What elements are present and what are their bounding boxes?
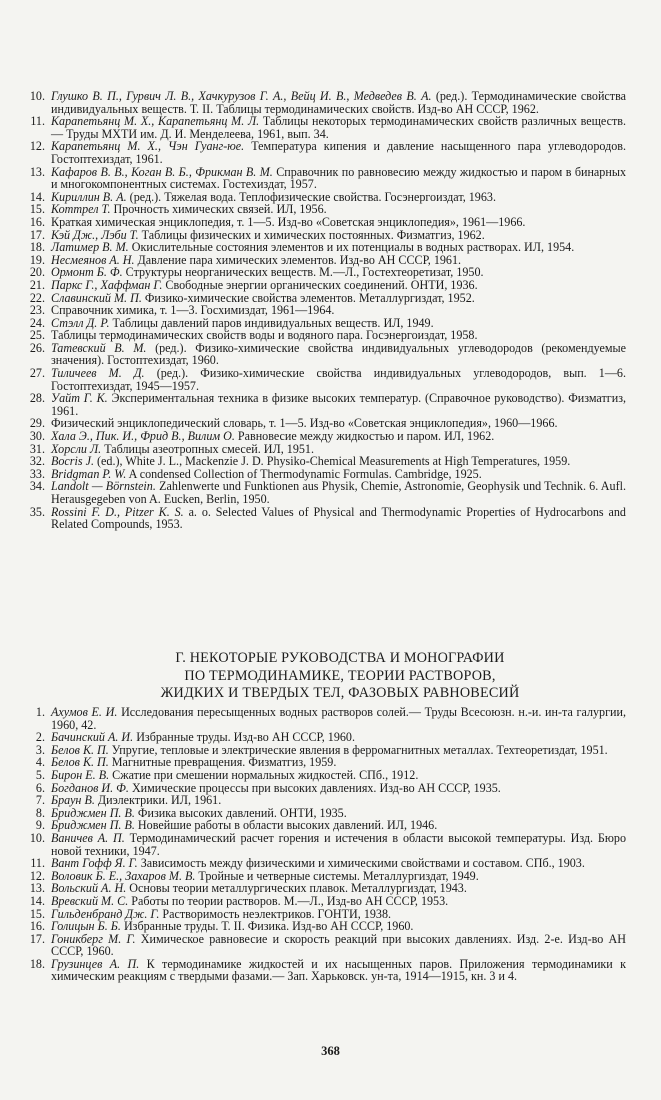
reference-number: 12. — [29, 868, 45, 883]
reference-number: 18. — [29, 956, 45, 971]
reference-body: (ред.). Термодинамические свойства индивидуальных веществ. Т. II. Таблицы термодинамических свойств. Изд-во АН СССР, 1962. — [51, 89, 627, 116]
reference-body: Физика высоких давлений. ОНТИ, 1935. — [134, 805, 347, 820]
reference-body: Упругие, тепловые и электрические явления в ферромагнитных металлах. Техтеоретиздат, 1951. — [108, 742, 608, 757]
reference-authors: Хала Э., Пик. И., Фрид В., Вилим О. — [51, 429, 235, 444]
reference-number: 1. — [35, 705, 45, 719]
reference-number: 8. — [35, 805, 45, 820]
reference-number: 31. — [29, 441, 45, 456]
reference-body: Сжатие при смешении нормальных жидкостей. СПб., 1912. — [109, 767, 419, 782]
reference-text — [51, 140, 626, 165]
reference-authors: Латимер В. М. — [51, 240, 129, 255]
reference-body: Таблицы давлений паров индивидуальных веществ. ИЛ, 1949. — [109, 315, 434, 330]
reference-number: 27. — [29, 366, 45, 381]
reference-authors: Татевский В. М. — [51, 340, 147, 355]
reference-number: 15. — [29, 202, 45, 217]
reference-authors: Кэй Дж., Лэби Т. — [51, 227, 139, 242]
reference-text — [51, 392, 626, 417]
reference-entry — [26, 392, 626, 417]
reference-authors: Хорсли Л. — [51, 441, 102, 456]
reference-entry — [26, 140, 626, 165]
reference-authors: Бирон Е. В. — [51, 767, 110, 782]
reference-body: Зависимость между физическими и химическими свойствами и составом. СПб., 1903. — [137, 856, 585, 871]
reference-body: Таблицы некоторых термодинамических свойств различных веществ.— Труды МХТИ им. Д. И. Менделеева, 1961, вып. 34. — [51, 114, 626, 141]
reference-number: 32. — [29, 454, 45, 469]
reference-number: 23. — [29, 303, 45, 318]
reference-number: 16. — [29, 919, 45, 934]
reference-authors: Грузинцев А. П. — [51, 956, 140, 971]
reference-body: Справочник химика, т. 1—3. Госхимиздат, 1961—1964. — [51, 303, 335, 318]
reference-body: К термодинамике жидкостей и их насыщенных паров. Приложения термодинамики к химическим реакциям с твердыми фазами.— Зап. Харьковск. ун-та, 1914—1915, кн. 3 и 4. — [51, 956, 626, 984]
reference-authors: Воловик Б. Е., Захаров М. В. — [51, 868, 196, 883]
reference-body: Таблицы термодинамических свойств воды и водяного пара. Госэнергоиздат, 1958. — [51, 328, 478, 343]
reference-text — [51, 506, 626, 531]
reference-body: Диэлектрики. ИЛ, 1961. — [94, 793, 222, 808]
reference-authors: Бачинский А. И. — [51, 730, 134, 745]
reference-number: 4. — [35, 755, 45, 770]
reference-number: 26. — [29, 340, 45, 355]
reference-entry — [26, 933, 626, 958]
reference-body: A condensed Collection of Thermodynamic Formulas. Cambridge, 1925. — [126, 466, 482, 481]
reference-number: 14. — [29, 189, 45, 204]
reference-authors: Ормонт Б. Ф. — [51, 265, 123, 280]
reference-authors: Бриджмен П. В. — [51, 818, 135, 833]
reference-number: 13. — [29, 881, 45, 896]
reference-number: 11. — [30, 114, 45, 129]
reference-authors: Белов К. П. — [51, 742, 109, 757]
reference-body: Растворимость неэлектриков. ГОНТИ, 1938. — [159, 906, 392, 921]
reference-authors: Ахумов Е. И. — [51, 705, 118, 719]
reference-authors: Карапетьянц М. Х., Чэн Гуанг-юе. — [51, 139, 245, 154]
reference-number: 18. — [29, 240, 45, 255]
reference-entry — [26, 480, 626, 505]
reference-body: Краткая химическая энциклопедия, т. 1—5. Изд-во «Советская энциклопедия», 1961—1966. — [51, 214, 526, 229]
reference-authors: Стэлл Д. Р. — [51, 315, 110, 330]
reference-body: Избранные труды. Изд-во АН СССР, 1960. — [133, 730, 355, 745]
reference-authors: Коттрел Т. — [51, 202, 111, 217]
reference-authors: Богданов И. Ф. — [51, 780, 129, 795]
reference-number: 12. — [29, 139, 45, 154]
reference-text — [51, 480, 626, 505]
reference-text — [51, 115, 626, 140]
reference-authors: Браун В. — [51, 793, 95, 808]
reference-body: Химические процессы при высоких давлениях. Изд-во АН СССР, 1935. — [128, 780, 501, 795]
reference-entry — [26, 506, 626, 531]
reference-body: Свободные энергии органических соединений. ОНТИ, 1936. — [162, 277, 478, 292]
reference-body: Основы теории металлургических плавок. Металлургиздат, 1943. — [126, 881, 467, 896]
reference-number: 5. — [35, 767, 45, 782]
reference-body: Магнитные превращения. Физматгиз, 1959. — [108, 755, 337, 770]
reference-entry — [26, 367, 626, 392]
reference-number: 33. — [29, 466, 45, 481]
reference-number: 2. — [35, 730, 45, 745]
reference-text — [51, 367, 626, 392]
reference-number: 25. — [29, 328, 45, 343]
reference-text — [51, 706, 626, 731]
reference-authors: Гильденбранд Дж. Г. — [51, 906, 160, 921]
reference-authors: Ваничев А. П. — [51, 830, 125, 845]
reference-entry — [26, 832, 626, 857]
reference-authors: Паркс Г., Хаффман Г. — [51, 277, 163, 292]
reference-body: Тройные и четверные системы. Металлургиздат, 1949. — [195, 868, 479, 883]
reference-body: Справочник по равновесию между жидкостью и паром в бинарных и многокомпонентных системах. Гостехиздат, 1957. — [51, 164, 626, 192]
reference-authors: Rossini F. D., Pitzer K. S. — [51, 504, 184, 519]
reference-number: 17. — [29, 227, 45, 242]
reference-text — [51, 166, 626, 191]
reference-authors: Глушко В. П., Гурвич Л. В., Хачкурузов Г. А., Вейц И. В., Медведев В. А. — [51, 89, 432, 103]
reference-authors: Бриджмен П. В. — [51, 805, 135, 820]
reference-body: a. o. Selected Values of Physical and Thermodynamic Properties of Hydrocarbons and Related Compounds, 1953. — [51, 504, 626, 532]
reference-number: 6. — [35, 780, 45, 795]
reference-body: Экспериментальная техника в физике высоких температур. (Справочное руководство). Физматгиз, 1961. — [51, 391, 626, 418]
reference-number: 10. — [29, 830, 45, 845]
reference-body: Физико-химические свойства элементов. Металлургиздат, 1952. — [141, 290, 475, 305]
reference-body: Таблицы физических и химических постоянных. Физматгиз, 1962. — [138, 227, 485, 242]
reference-authors: Карапетьянц М. Х., Карапетьянц М. Л. — [51, 114, 260, 129]
reference-text — [51, 342, 626, 367]
page-number: 368 — [321, 1044, 340, 1058]
reference-text — [51, 933, 626, 958]
reference-number: 35. — [29, 504, 45, 519]
reference-entry — [26, 166, 626, 191]
reference-entry — [26, 90, 626, 115]
reference-number: 9. — [35, 818, 45, 833]
reference-text — [51, 958, 626, 983]
reference-authors: Landolt — Börnstein. — [51, 479, 156, 494]
reference-number: 22. — [29, 290, 45, 305]
reference-text — [51, 90, 626, 115]
reference-body: (ed.), White J. L., Mackenzie J. D. Physiko-Chemical Measurements at High Temperatures, 1959. — [94, 454, 571, 469]
reference-number: 13. — [29, 164, 45, 179]
reference-authors: Bocris J. — [51, 454, 94, 469]
reference-text — [51, 832, 626, 857]
reference-number: 28. — [29, 391, 45, 406]
reference-body: (ред.). Физико-химические свойства индивидуальных углеводородов, вып. 1—6. Гостоптехиздат, 1945—1957. — [51, 366, 627, 393]
reference-entry — [26, 958, 626, 983]
reference-entry — [26, 342, 626, 367]
reference-number: 29. — [29, 416, 45, 431]
reference-entry — [26, 706, 626, 731]
reference-body: Термодинамический расчет горения и истечения в области высокой температуры. Изд. Бюро новой техники, 1947. — [51, 830, 626, 858]
reference-number: 21. — [29, 277, 45, 292]
reference-body: Избранные труды. Т. II. Физика. Изд-во АН СССР, 1960. — [120, 919, 414, 934]
reference-body: Работы по теории растворов. М.—Л., Изд-во АН СССР, 1953. — [128, 893, 449, 908]
reference-body: Температура кипения и давление насыщенного пара углеводородов. Гостоптехиздат, 1961. — [51, 139, 626, 166]
reference-body: Физический энциклопедический словарь, т. 1—5. Изд-во «Советская энциклопедия», 1960—1966. — [51, 416, 558, 431]
reference-body: Прочность химических связей. ИЛ, 1956. — [110, 202, 327, 217]
reference-number: 16. — [29, 214, 45, 229]
reference-body: Структуры неорганических веществ. М.—Л., Гостехтеоретизат, 1950. — [122, 265, 484, 280]
reference-body: Zahlenwerte und Funktionen aus Physik, Chemie, Astronomie, Geophysik und Technik. 6. Aufl. Herausgegeben von A. Eucken, Berlin, 1950. — [51, 479, 626, 506]
reference-list-monographs — [26, 706, 626, 983]
reference-authors: Гоникберг М. Г. — [51, 931, 136, 946]
reference-authors: Тиличеев М. Д. — [51, 366, 145, 381]
reference-list-continued — [26, 90, 626, 531]
reference-body: Давление пара химических элементов. Изд-во АН СССР, 1961. — [134, 252, 462, 267]
reference-number: 17. — [29, 931, 45, 946]
reference-number: 34. — [29, 479, 45, 494]
reference-authors: Уайт Г. К. — [51, 391, 108, 406]
reference-authors: Bridgman P. W. — [51, 466, 127, 481]
reference-body: (ред.). Физико-химические свойства индивидуальных углеводородов (рекомендуемые значения). Гостоптехиздат, 1960. — [51, 340, 626, 368]
reference-number: 14. — [29, 893, 45, 908]
reference-body: Равновесие между жидкостью и паром. ИЛ, 1962. — [234, 429, 495, 444]
section-heading — [60, 650, 620, 703]
heading-line: ПО ТЕРМОДИНАМИКЕ, ТЕОРИИ РАСТВОРОВ, — [184, 667, 496, 684]
reference-number: 3. — [35, 742, 45, 757]
reference-authors: Вревский М. С. — [51, 893, 129, 908]
reference-number: 7. — [35, 793, 45, 808]
reference-number: 19. — [29, 252, 45, 267]
reference-body: Исследования пересыщенных водных растворов солей.— Труды Всесоюзн. н.-и. ин-та галургии, 1960, 42. — [51, 705, 626, 732]
reference-authors: Славинский М. П. — [51, 290, 142, 305]
reference-number: 11. — [30, 856, 45, 871]
reference-body: Химическое равновесие и скорость реакций при высоких давлениях. Изд. 2-е. Изд-во АН СССР, 1960. — [51, 931, 626, 959]
reference-number: 24. — [29, 315, 45, 330]
reference-body: Окислительные состояния элементов и их потенциалы в водных растворах. ИЛ, 1954. — [128, 240, 575, 255]
reference-authors: Вант Гофф Я. Г. — [51, 856, 138, 871]
reference-authors: Кириллин В. А. — [51, 189, 127, 204]
reference-authors: Белов К. П. — [51, 755, 109, 770]
reference-number: 15. — [29, 906, 45, 921]
reference-authors: Кафаров В. В., Коган В. Б., Фрикман В. М. — [51, 164, 273, 179]
reference-authors: Несмеянов А. Н. — [51, 252, 135, 267]
reference-number: 20. — [29, 265, 45, 280]
reference-number: 30. — [29, 429, 45, 444]
reference-body: Новейшие работы в области высоких давлений. ИЛ, 1946. — [134, 818, 438, 833]
heading-line: ЖИДКИХ И ТВЕРДЫХ ТЕЛ, ФАЗОВЫХ РАВНОВЕСИЙ — [160, 685, 520, 702]
reference-authors: Голицын Б. Б. — [51, 919, 121, 934]
reference-body: (ред.). Тяжелая вода. Теплофизические свойства. Госэнергоиздат, 1963. — [126, 189, 496, 204]
reference-number: 10. — [29, 89, 45, 103]
reference-authors: Вольский А. Н. — [51, 881, 127, 896]
reference-body: Таблицы азеотропных смесей. ИЛ, 1951. — [101, 441, 314, 456]
heading-line: Г. НЕКОТОРЫЕ РУКОВОДСТВА И МОНОГРАФИИ — [175, 650, 505, 666]
reference-entry — [26, 115, 626, 140]
